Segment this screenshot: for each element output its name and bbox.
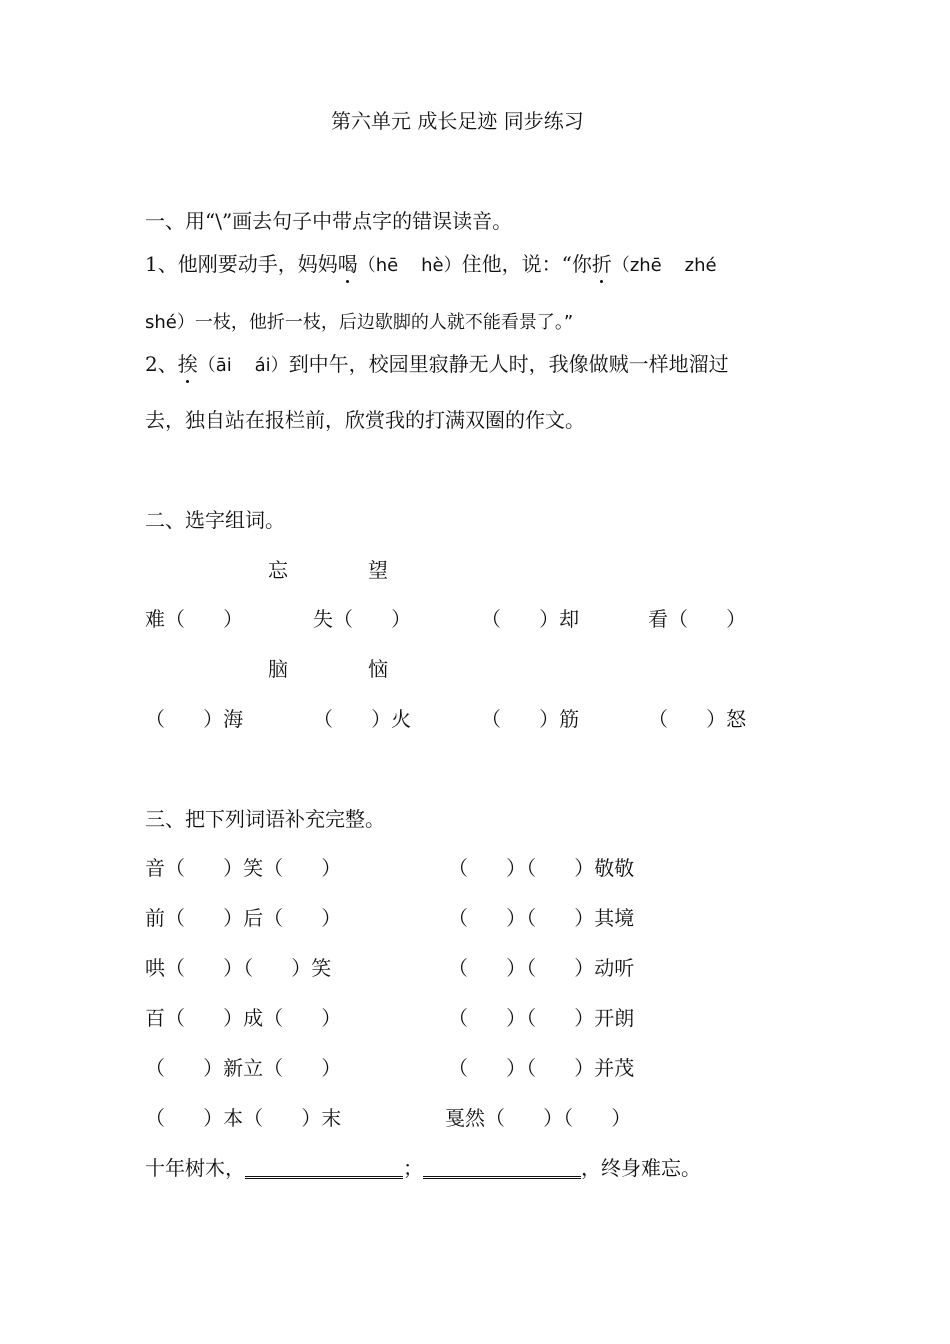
word-blank: 难（ ） — [145, 607, 244, 631]
idiom-left: 哄（ ）（ ）笑 — [145, 956, 332, 980]
word-blank: （ ）怒 — [648, 707, 747, 731]
q1-dotted-char-a: 喝 — [337, 252, 358, 276]
choice-char-1: 忘 — [268, 558, 288, 582]
q1-line2-text: shé）一枝，他折一枝，后边歇脚的人就不能看景了。” — [145, 312, 574, 333]
idiom-right: （ ）（ ）并茂 — [448, 1056, 635, 1080]
word-blank: （ ）海 — [145, 707, 244, 731]
proverb-end: ，终身难忘。 — [581, 1156, 701, 1180]
q2-text-after: 到中午，校园里寂静无人时，我像做贼一样地溜过 — [288, 352, 729, 376]
q2-line1 — [145, 350, 729, 380]
proverb-line — [145, 1154, 701, 1182]
word-blank: （ ）火 — [313, 707, 412, 731]
section2-heading: 二、选字组词。 — [145, 508, 285, 532]
q2-number: 2、 — [145, 352, 178, 376]
word-blank: （ ）却 — [481, 607, 580, 631]
idiom-right: （ ）（ ）动听 — [448, 956, 635, 980]
q1-text-mid: 住他，说：“你 — [461, 252, 592, 276]
idiom-left: 前（ ）后（ ） — [145, 906, 342, 930]
proverb-separator: ； — [403, 1156, 423, 1180]
idiom-right: 戛然（ ）（ ） — [445, 1106, 632, 1130]
idiom-right: （ ）（ ）其境 — [448, 906, 635, 930]
choice-char-2: 望 — [368, 558, 388, 582]
fill-blank-1[interactable] — [245, 1154, 403, 1179]
fill-blank-2[interactable] — [423, 1154, 581, 1179]
idiom-right: （ ）（ ）敬敬 — [448, 856, 635, 880]
q1-dotted-char-b: 折 — [591, 252, 612, 276]
idiom-left: （ ）本（ ）末 — [145, 1106, 342, 1130]
word-blank: （ ）筋 — [481, 707, 580, 731]
choice-char-3: 脑 — [268, 657, 288, 681]
choice-char-4: 恼 — [368, 657, 388, 681]
page-title: 第六单元 成长足迹 同步练习 — [331, 109, 584, 133]
q1-pinyin-b: （zhē zhé — [611, 255, 717, 276]
q1-text-before: 1、他刚要动手，妈妈 — [145, 252, 338, 276]
idiom-left: （ ）新立（ ） — [145, 1056, 342, 1080]
proverb-start: 十年树木， — [145, 1156, 245, 1180]
q2-line2: 去，独自站在报栏前，欣赏我的打满双圈的作文。 — [145, 408, 585, 432]
section1-heading: 一、用“\”画去句子中带点字的错误读音。 — [145, 209, 513, 233]
word-blank: 看（ ） — [648, 607, 747, 631]
section3-heading: 三、把下列词语补充完整。 — [145, 807, 385, 831]
q2-dotted-char: 挨 — [177, 352, 198, 376]
idiom-left: 百（ ）成（ ） — [145, 1006, 342, 1030]
q1-line2 — [145, 307, 573, 337]
q1-line1 — [145, 250, 717, 280]
word-blank: 失（ ） — [313, 607, 412, 631]
q2-pinyin: （āi ái） — [197, 355, 289, 376]
q1-pinyin-a: （hē hè） — [357, 255, 462, 276]
idiom-left: 音（ ）笑（ ） — [145, 856, 342, 880]
idiom-right: （ ）（ ）开朗 — [448, 1006, 635, 1030]
